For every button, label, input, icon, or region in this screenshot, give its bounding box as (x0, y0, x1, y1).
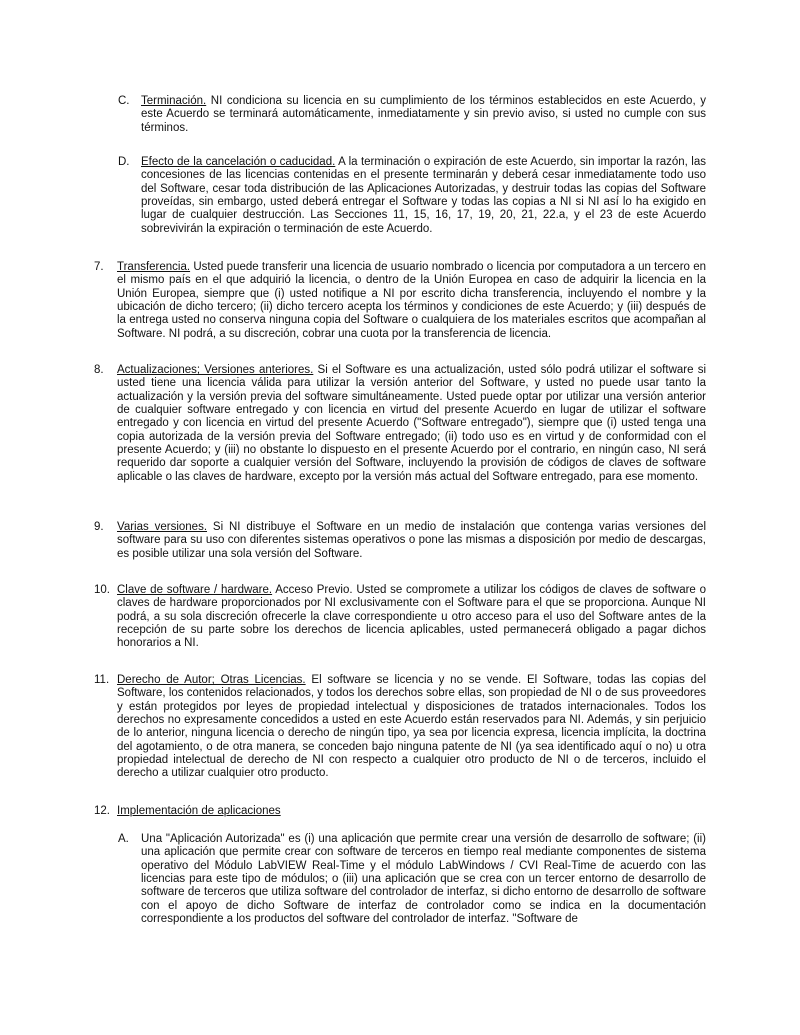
section-text (117, 674, 706, 781)
section-11-copyright (0, 674, 706, 781)
section-body: Si NI distribuye el Software en un medio de instalación que contenga varias versiones del software para su uso con diferentes sistemas operativos o pone las mismas a disposición por medio de descargas, es posible utilizar una sola versión del Software. (117, 521, 707, 560)
section-title: Implementación de aplicaciones (117, 805, 281, 817)
section-9-multiple-versions (0, 521, 706, 561)
section-text (117, 521, 706, 561)
section-text (141, 156, 706, 236)
section-marker: 12. (94, 805, 110, 817)
section-a-authorized-application (0, 833, 706, 926)
section-text (117, 364, 706, 484)
section-marker: C. (118, 95, 130, 107)
section-title: Efecto de la cancelación o caducidad. (141, 156, 336, 168)
section-text (141, 95, 706, 135)
section-marker: A. (118, 833, 129, 845)
section-marker: 9. (94, 521, 104, 533)
section-title: Terminación. (141, 95, 207, 107)
section-marker: 8. (94, 364, 104, 376)
section-marker: D. (118, 156, 130, 168)
section-body: Una "Aplicación Autorizada" es (i) una aplicación que permite crear una versión de desarrollo de software; (ii) una aplicación que permite crear con software de terceros en tiempo real mediante componentes de sistema operativo del Módulo LabVIEW Real-Time y el módulo LabWindows / CVI Real-Time de acuerdo con las licencias para este tipo de módulos; o (iii) una aplicación que se crea con un tercer entorno de desarrollo de software de terceros que utiliza software del controlador de interfaz, si dicho entorno de desarrollo de software con el apoyo de dicho Software de interfaz de controlador como se indica en la documentación correspondiente a los productos del software del controlador de interfaz. "Software de (141, 833, 706, 926)
section-title: Clave de software / hardware. (117, 584, 273, 596)
section-body: El software se licencia y no se vende. El Software, todas las copias del Software, los contenidos relacionados, y todos los derechos sobre ellas, son propiedad de NI o de sus proveedores y están protegidos por leyes de propiedad intelectual y disposiciones de tratados internacionales. Todos los derechos no expresamente concedidos a usted en este Acuerdo están reservados para NI. Además, y sin perjuicio de lo anterior, ninguna licencia o derecho de ningún tipo, ya sea por licencia expresa, licencia implícita, la doctrina del agotamiento, o de otra manera, se conceden bajo ninguna patente de NI (ya sea identificado aquí o no) u otra propiedad intelectual de derecho de NI con respecto a cualquier otro producto de NI o de terceros, incluido el derecho a utilizar cualquier otro producto. (117, 674, 707, 780)
section-title: Derecho de Autor; Otras Licencias. (117, 674, 306, 686)
section-7-transfer (0, 261, 706, 341)
section-title: Actualizaciones; Versiones anteriores. (117, 364, 314, 376)
section-marker: 10. (94, 584, 110, 596)
section-8-updates (0, 364, 706, 484)
section-marker: 11. (94, 674, 110, 686)
section-c-termination (0, 95, 706, 135)
section-10-software-hardware-key (0, 584, 706, 651)
section-12-application-deployment (0, 805, 706, 818)
section-body: Usted puede transferir una licencia de usuario nombrado o licencia por computadora a un tercero en el mismo país en el que adquirió la licencia, o dentro de la Unión Europea en caso de adquirir la licencia en la Unión Europea, siempre que (i) usted notifique a NI por escrito dicha transferencia, incluyendo el nombre y la ubicación de dicho tercero; (ii) dicho tercero acepta los términos y condiciones de este Acuerdo; y (iii) después de la entrega usted no conserva ninguna copia del Software o cualquiera de los materiales escritos que acompañan al Software. NI podrá, a su discreción, cobrar una cuota por la transferencia de licencia. (117, 261, 706, 340)
section-title: Varias versiones. (117, 521, 208, 533)
section-title: Transferencia. (117, 261, 191, 273)
section-text (117, 584, 706, 651)
section-body: NI condiciona su licencia en su cumplimiento de los términos establecidos en este Acuerdo, y este Acuerdo se terminará automáticamente, inmediatamente y sin previo aviso, si usted no cumple con sus términos. (141, 95, 706, 134)
section-marker: 7. (94, 261, 104, 273)
section-body: Acceso Previo. Usted se compromete a utilizar los códigos de claves de software o claves de hardware proporcionados por NI exclusivamente con el Software para el que se proporciona. Aunque NI podrá, a su sola discreción ofrecerle la clave correspondiente u otro acceso para el uso del Software antes de la recepción de su parte sobre los derechos de licencia aplicables, usted permanecerá obligado a pagar dichos honorarios a NI. (117, 584, 706, 650)
section-d-effect-of-termination (0, 156, 706, 236)
section-text (117, 261, 706, 341)
section-text (117, 805, 706, 818)
section-body: Si el Software es una actualización, usted sólo podrá utilizar el software si usted tiene una licencia válida para utilizar la versión anterior del Software, y usted no puede usar tanto la actualización y la versión previa del software simultáneamente. Usted puede optar por utilizar una versión anterior de cualquier software entregado y con licencia en virtud del presente Acuerdo en lugar de utilizar el software entregado y con licencia en virtud del presente Acuerdo ("Software entregado"), siempre que (i) usted tenga una copia autorizada de la versión previa del Software entregado; (ii) todo uso es en virtud y de conformidad con el presente Acuerdo; y (iii) no obstante lo dispuesto en el presente Acuerdo por el contrario, en ningún caso, NI será requerido dar soporte a cualquier versión del Software, incluyendo la provisión de códigos de claves de software aplicable o las claves de hardware, excepto por la versión más actual del Software entregado, para ese momento. (117, 364, 706, 483)
section-body: A la terminación o expiración de este Acuerdo, sin importar la razón, las concesiones de las licencias contenidas en el presente terminarán y deberá cesar inmediatamente todo uso del Software, cesar toda distribución de las Aplicaciones Autorizadas, y destruir todas las copias del Software proveídas, sin embargo, usted deberá entregar el Software y todas las copias a NI si NI así lo ha exigido en lugar de cualquier destrucción. Las Secciones 11, 15, 16, 17, 19, 20, 21, 22.a, y el 23 de este Acuerdo sobrevivirán la expiración o terminación de este Acuerdo. (141, 156, 707, 235)
section-text (141, 833, 706, 926)
